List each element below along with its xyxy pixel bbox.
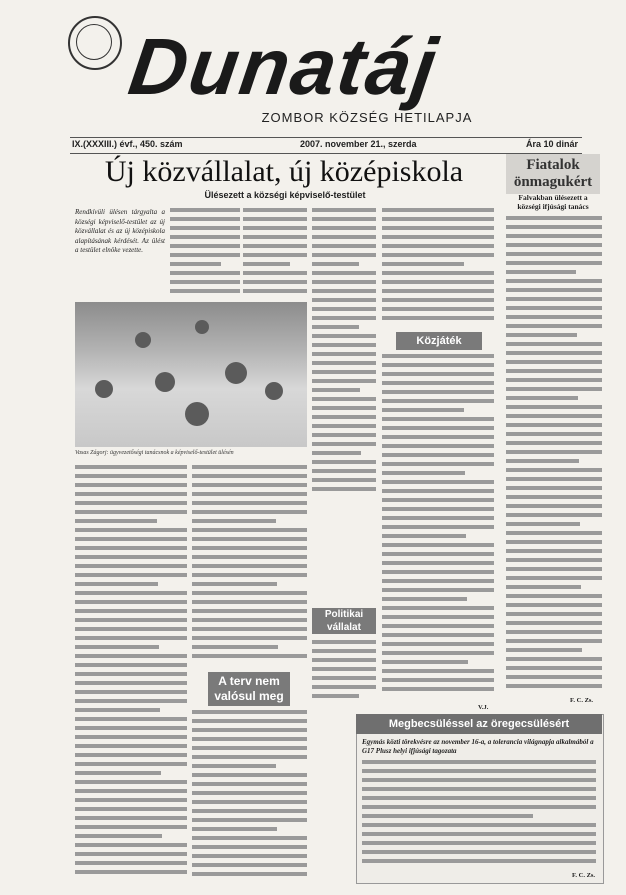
text-line	[382, 471, 465, 475]
text-line	[192, 710, 307, 714]
text-line	[382, 561, 494, 565]
text-line	[192, 636, 307, 640]
text-line	[382, 399, 494, 403]
text-line	[312, 307, 376, 311]
text-line	[506, 324, 602, 328]
text-line	[75, 474, 187, 478]
text-line	[312, 235, 376, 239]
text-line	[75, 555, 187, 559]
sidebar-title: Fiatalok önmagukért	[506, 154, 600, 194]
text-line	[312, 451, 361, 455]
text-line	[75, 825, 187, 829]
article-column-3	[312, 208, 376, 498]
text-line	[243, 208, 307, 212]
text-line	[170, 235, 240, 239]
text-line	[312, 298, 376, 302]
text-line	[192, 600, 307, 604]
text-line	[75, 852, 187, 856]
text-line	[382, 316, 494, 320]
text-line	[506, 261, 602, 265]
sidebar-signature: F. C. Zs.	[570, 697, 594, 704]
text-line	[312, 469, 376, 473]
text-line	[192, 863, 307, 867]
text-line	[192, 818, 307, 822]
text-line	[382, 651, 494, 655]
section-heading-kozjatek: Közjáték	[396, 332, 482, 350]
text-line	[506, 279, 602, 283]
article-column-6	[192, 465, 307, 665]
text-line	[382, 289, 494, 293]
text-line	[362, 787, 596, 791]
text-line	[382, 534, 466, 538]
text-line	[192, 755, 307, 759]
text-line	[506, 216, 602, 220]
bottom-article-signature: F. C. Zs.	[572, 872, 596, 879]
text-line	[75, 780, 187, 784]
text-line	[312, 388, 360, 392]
text-line	[382, 417, 494, 421]
text-line	[506, 288, 602, 292]
text-line	[506, 639, 602, 643]
text-line	[192, 501, 307, 505]
text-line	[382, 298, 494, 302]
text-line	[75, 618, 187, 622]
text-line	[382, 244, 494, 248]
text-line	[382, 588, 494, 592]
masthead	[60, 14, 570, 130]
text-line	[75, 690, 187, 694]
text-line	[312, 271, 376, 275]
text-line	[506, 630, 602, 634]
text-line	[170, 244, 240, 248]
text-line	[312, 487, 376, 491]
text-line	[362, 814, 533, 818]
text-line	[506, 387, 602, 391]
sidebar-subtitle: Falvakban ülésezett a községi ifjúsági tanács	[517, 193, 589, 211]
text-line	[382, 687, 494, 691]
main-headline: Új közvállalat, új középiskola	[104, 155, 464, 188]
text-line	[75, 564, 187, 568]
text-line	[382, 381, 494, 385]
article-column-5	[75, 465, 187, 883]
text-line	[192, 465, 307, 469]
text-line	[506, 414, 602, 418]
text-line	[382, 579, 494, 583]
text-line	[362, 850, 596, 854]
text-line	[243, 271, 307, 275]
text-line	[506, 342, 602, 346]
text-line	[506, 477, 602, 481]
text-line	[75, 501, 187, 505]
text-line	[192, 782, 307, 786]
text-line	[192, 483, 307, 487]
text-line	[312, 424, 376, 428]
text-line	[75, 654, 187, 658]
text-line	[382, 390, 494, 394]
text-line	[506, 432, 602, 436]
text-line	[506, 612, 602, 616]
text-line	[312, 658, 376, 662]
text-line	[506, 657, 602, 661]
text-line	[382, 235, 494, 239]
text-line	[243, 226, 307, 230]
text-line	[506, 522, 580, 526]
text-line	[382, 435, 494, 439]
newspaper-subtitle: ZOMBOR KÖZSÉG HETILAPJA	[261, 110, 473, 125]
text-line	[382, 480, 494, 484]
text-line	[506, 225, 602, 229]
text-line	[192, 854, 307, 858]
article-column-1	[170, 208, 240, 300]
text-line	[506, 648, 582, 652]
text-line	[192, 537, 307, 541]
text-line	[362, 805, 596, 809]
text-line	[75, 834, 162, 838]
text-line	[362, 823, 596, 827]
text-line	[192, 510, 307, 514]
issue-number: IX.(XXXIII.) évf., 450. szám	[72, 139, 183, 149]
text-line	[75, 726, 187, 730]
text-line	[312, 478, 376, 482]
text-line	[506, 594, 602, 598]
text-line	[382, 462, 494, 466]
text-line	[192, 555, 307, 559]
text-line	[362, 769, 596, 773]
text-line	[192, 737, 307, 741]
bottom-article-body	[362, 760, 596, 872]
text-line	[312, 433, 376, 437]
text-line	[382, 669, 494, 673]
text-line	[192, 618, 307, 622]
text-line	[75, 645, 159, 649]
text-line	[192, 746, 307, 750]
text-line	[382, 570, 494, 574]
text-line	[312, 442, 376, 446]
text-line	[506, 270, 576, 274]
text-line	[382, 543, 494, 547]
text-line	[192, 564, 307, 568]
text-line	[170, 280, 240, 284]
text-line	[506, 450, 602, 454]
text-line	[192, 654, 307, 658]
text-line	[170, 253, 240, 257]
text-line	[75, 519, 157, 523]
text-line	[192, 800, 307, 804]
text-line	[312, 379, 376, 383]
text-line	[192, 573, 307, 577]
text-line	[75, 663, 187, 667]
newspaper-logo: Dunatáj	[123, 22, 444, 111]
text-line	[506, 333, 577, 337]
issue-price: Ára 10 dinár	[525, 139, 578, 149]
text-line	[75, 708, 160, 712]
text-line	[382, 606, 494, 610]
text-line	[506, 405, 602, 409]
text-line	[312, 262, 359, 266]
text-line	[192, 645, 278, 649]
text-line	[192, 627, 307, 631]
text-line	[192, 719, 307, 723]
text-line	[75, 843, 187, 847]
article-column-7	[192, 710, 307, 883]
text-line	[75, 465, 187, 469]
text-line	[192, 591, 307, 595]
text-line	[362, 760, 596, 764]
text-line	[243, 235, 307, 239]
text-line	[75, 717, 187, 721]
text-line	[382, 307, 494, 311]
text-line	[382, 262, 464, 266]
text-line	[312, 685, 376, 689]
text-line	[382, 372, 494, 376]
text-line	[506, 540, 602, 544]
issue-date: 2007. november 21., szerda	[300, 139, 417, 149]
text-line	[506, 315, 602, 319]
text-line	[192, 492, 307, 496]
bottom-article-title: Megbecsüléssel az öregecsülésért	[356, 714, 602, 734]
text-line	[312, 325, 359, 329]
text-line	[192, 836, 307, 840]
text-line	[382, 280, 494, 284]
text-line	[75, 528, 187, 532]
text-line	[506, 396, 578, 400]
text-line	[75, 483, 187, 487]
text-line	[382, 516, 494, 520]
text-line	[75, 672, 187, 676]
text-line	[382, 525, 494, 529]
council-meeting-photo	[75, 302, 307, 447]
text-line	[75, 537, 187, 541]
text-line	[362, 796, 596, 800]
text-line	[75, 600, 187, 604]
text-line	[75, 627, 187, 631]
text-line	[243, 289, 307, 293]
text-line	[192, 827, 277, 831]
text-line	[506, 558, 602, 562]
bottom-article-subtitle: Egymás közti törekvésre az november 16-a, a toleranciа világnapja alkalmából a G17 Plusz helyi ifjúsági tagozata	[362, 738, 594, 755]
text-line	[362, 832, 596, 836]
text-line	[312, 334, 376, 338]
text-line	[75, 735, 187, 739]
text-line	[382, 217, 494, 221]
text-line	[170, 226, 240, 230]
text-line	[192, 764, 276, 768]
text-line	[75, 681, 187, 685]
text-line	[382, 624, 494, 628]
text-line	[192, 582, 277, 586]
text-line	[75, 753, 187, 757]
text-line	[312, 253, 376, 257]
text-line	[75, 573, 187, 577]
text-line	[75, 762, 187, 766]
article-column-2	[243, 208, 307, 300]
text-line	[506, 243, 602, 247]
text-line	[506, 360, 602, 364]
text-line	[312, 667, 376, 671]
text-line	[382, 615, 494, 619]
text-line	[506, 603, 602, 607]
text-line	[75, 870, 187, 874]
text-line	[243, 253, 307, 257]
text-line	[382, 444, 494, 448]
text-line	[243, 244, 307, 248]
text-line	[382, 597, 467, 601]
article-column-8	[312, 640, 376, 710]
text-line	[506, 531, 602, 535]
text-line	[312, 649, 376, 653]
text-line	[506, 567, 602, 571]
article-lead: Rendkívüli ülésen tárgyalta a községi képviselő-testület az új közvállalat és az új középiskola alapításának kérdését. Az ülést a testület elnöke vezette.	[75, 208, 165, 254]
text-line	[192, 773, 307, 777]
text-line	[506, 621, 602, 625]
text-line	[506, 468, 602, 472]
text-line	[382, 426, 494, 430]
text-line	[506, 666, 602, 670]
text-line	[382, 208, 494, 212]
text-line	[312, 316, 376, 320]
article-column-9	[382, 354, 494, 704]
text-line	[312, 280, 376, 284]
text-line	[192, 609, 307, 613]
text-line	[382, 453, 494, 457]
text-line	[75, 699, 187, 703]
text-line	[192, 528, 307, 532]
text-line	[382, 489, 494, 493]
text-line	[312, 370, 376, 374]
text-line	[312, 676, 376, 680]
text-line	[506, 585, 581, 589]
text-line	[312, 361, 376, 365]
text-line	[170, 208, 240, 212]
text-line	[192, 845, 307, 849]
text-line	[506, 369, 602, 373]
text-line	[75, 807, 187, 811]
text-line	[312, 343, 376, 347]
text-line	[382, 498, 494, 502]
text-line	[506, 549, 602, 553]
text-line	[312, 244, 376, 248]
text-line	[192, 728, 307, 732]
text-line	[382, 660, 468, 664]
text-line	[506, 675, 602, 679]
text-line	[506, 441, 602, 445]
text-line	[506, 513, 602, 517]
text-line	[75, 546, 187, 550]
photo-caption: Vasas Zágorj: ügyvezetőségi tanácsnok a képviselő-testület ülésén	[75, 450, 234, 456]
text-line	[192, 809, 307, 813]
text-line	[75, 510, 187, 514]
text-line	[362, 859, 596, 863]
sidebar-body	[506, 216, 602, 696]
text-line	[312, 208, 376, 212]
text-line	[382, 507, 494, 511]
text-line	[506, 306, 602, 310]
text-line	[382, 271, 494, 275]
text-line	[312, 226, 376, 230]
text-line	[362, 841, 596, 845]
main-subhead: Ülésezett a községi képviselő-testület	[204, 190, 366, 200]
text-line	[506, 495, 602, 499]
text-line	[506, 378, 602, 382]
text-line	[75, 798, 187, 802]
text-line	[382, 552, 494, 556]
text-line	[170, 262, 221, 266]
text-line	[506, 684, 602, 688]
text-line	[506, 252, 602, 256]
text-line	[192, 474, 307, 478]
section-heading-politikai: Politikai vállalat	[312, 608, 376, 634]
text-line	[382, 408, 464, 412]
text-line	[75, 816, 187, 820]
text-line	[312, 406, 376, 410]
text-line	[312, 415, 376, 419]
municipal-seal-icon	[68, 16, 122, 70]
article-column-4	[382, 208, 494, 328]
text-line	[312, 217, 376, 221]
text-line	[312, 352, 376, 356]
text-line	[506, 486, 602, 490]
text-line	[382, 253, 494, 257]
text-line	[312, 397, 376, 401]
issue-info-bar	[70, 137, 582, 154]
text-line	[192, 519, 276, 523]
text-line	[506, 576, 602, 580]
text-line	[312, 640, 376, 644]
text-line	[170, 271, 240, 275]
text-line	[312, 289, 376, 293]
text-line	[312, 460, 376, 464]
text-line	[75, 744, 187, 748]
text-line	[243, 280, 307, 284]
text-line	[75, 636, 187, 640]
text-line	[192, 546, 307, 550]
text-line	[382, 363, 494, 367]
text-line	[75, 861, 187, 865]
text-line	[75, 591, 187, 595]
text-line	[312, 694, 359, 698]
text-line	[192, 791, 307, 795]
section-heading-terv: A terv nem valósul meg	[208, 672, 290, 706]
text-line	[506, 234, 602, 238]
text-line	[75, 771, 161, 775]
text-line	[382, 642, 494, 646]
text-line	[75, 789, 187, 793]
text-line	[75, 609, 187, 613]
text-line	[243, 217, 307, 221]
text-line	[192, 872, 307, 876]
text-line	[382, 678, 494, 682]
text-line	[506, 459, 579, 463]
text-line	[506, 297, 602, 301]
text-line	[382, 226, 494, 230]
text-line	[75, 582, 158, 586]
text-line	[506, 423, 602, 427]
text-line	[506, 351, 602, 355]
text-line	[382, 633, 494, 637]
text-line	[75, 492, 187, 496]
text-line	[170, 217, 240, 221]
text-line	[506, 504, 602, 508]
column-signature: V.J.	[478, 704, 489, 711]
text-line	[243, 262, 290, 266]
text-line	[170, 289, 240, 293]
text-line	[382, 354, 494, 358]
text-line	[362, 778, 596, 782]
